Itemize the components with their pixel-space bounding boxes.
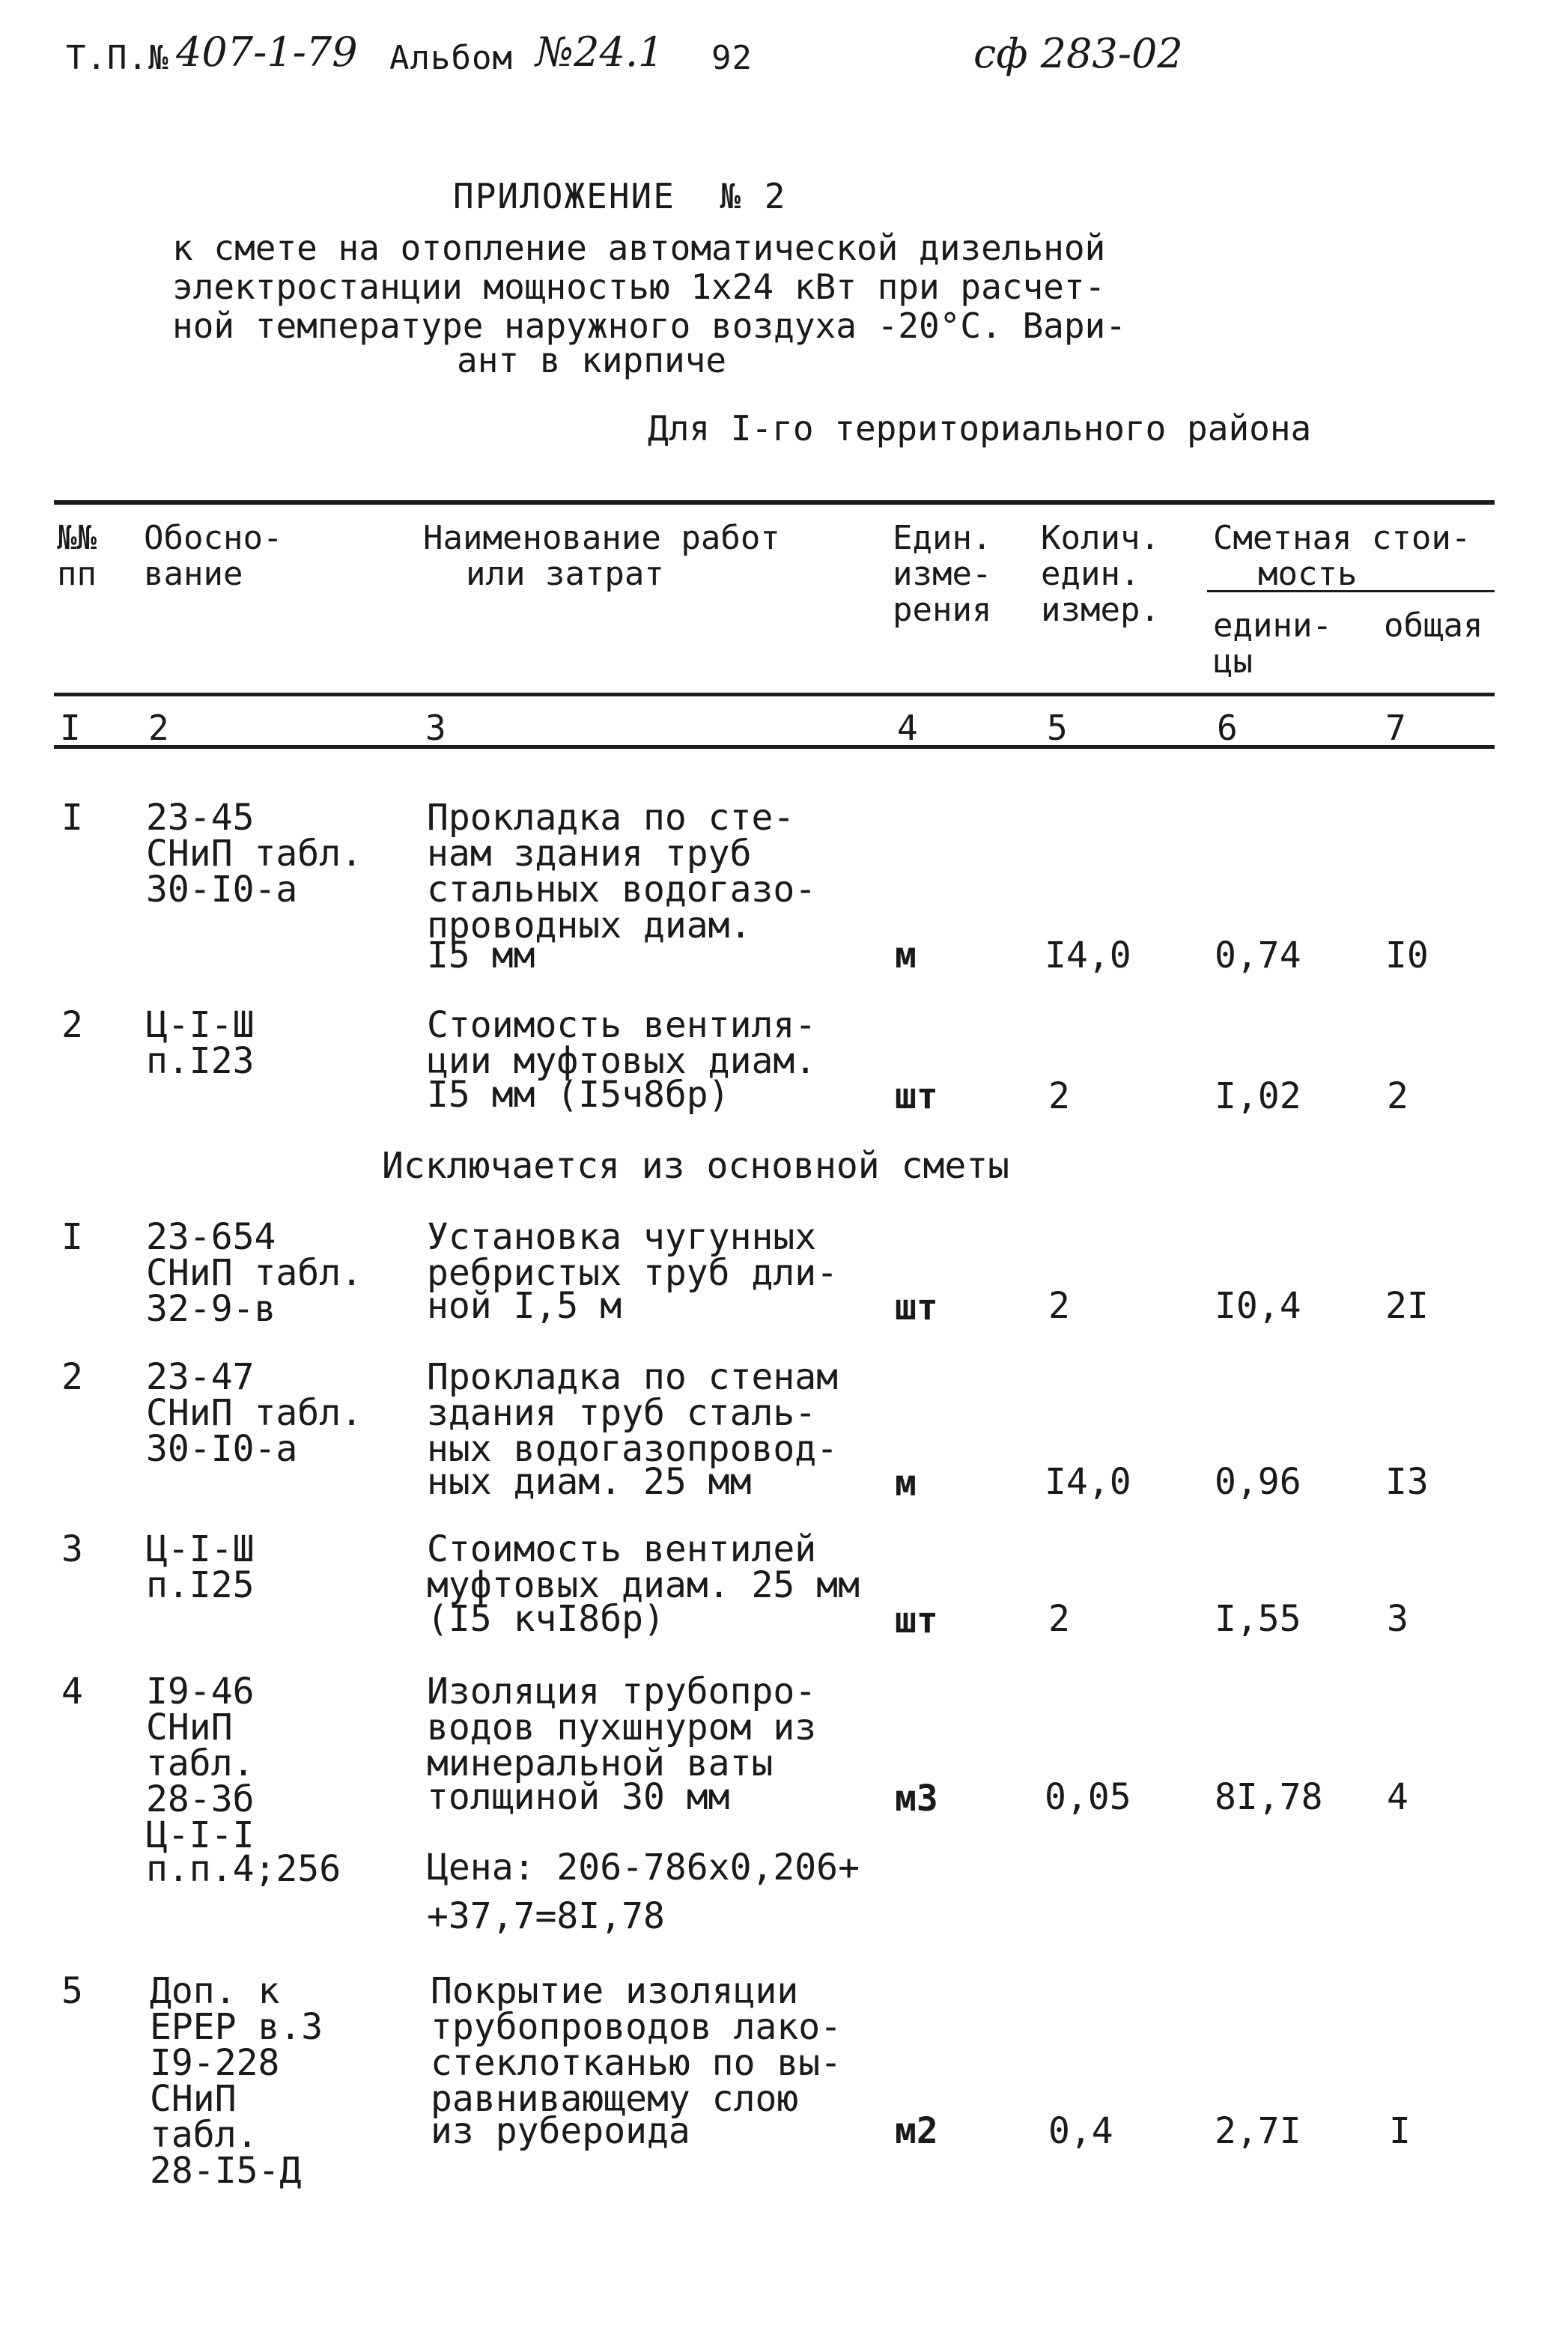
row-excl-4-name-3: минеральной ваты	[427, 1742, 774, 1784]
section-excluded-heading: Исключается из основной сметы	[382, 1145, 1010, 1187]
row-excl-4-basis-2: СНиП	[146, 1707, 233, 1748]
row-excl-4-unit: м3	[895, 1778, 938, 1820]
row-excl-5-basis-1: Доп. к	[150, 1970, 280, 2012]
row-excl-4-basis-4: 28-3б	[146, 1778, 255, 1820]
row-main-1-name-5: I5 мм	[427, 935, 535, 976]
column-number-6: 6	[1217, 708, 1238, 748]
row-excl-5-unit-cost: 2,7I	[1215, 2110, 1301, 2152]
column-number-rule	[54, 745, 1495, 749]
header-num-line2: пп	[57, 555, 97, 593]
row-main-2-total: 2	[1387, 1075, 1409, 1117]
row-main-1-unit: м	[895, 935, 917, 976]
doc-ref-typed: Т.П.№	[66, 39, 169, 77]
row-excl-3-basis-2: п.I25	[146, 1564, 255, 1606]
header-bottom-rule	[54, 693, 1495, 696]
row-main-2-qty: 2	[1048, 1075, 1070, 1117]
row-excl-4-basis-1: I9-46	[146, 1671, 255, 1713]
row-main-2-num: 2	[61, 1004, 83, 1046]
row-excl-4-unit-cost: 8I,78	[1215, 1776, 1323, 1818]
row-excl-5-basis-2: ЕРЕР в.3	[150, 2006, 323, 2048]
header-unit-line1: Един.	[893, 519, 992, 557]
row-excl-3-basis-1: Ц-I-Ш	[146, 1528, 255, 1570]
row-main-1-basis-3: 30-I0-а	[146, 869, 298, 911]
handwritten-code: сф 283-02	[973, 30, 1183, 77]
row-excl-5-total: I	[1389, 2110, 1411, 2152]
row-main-1-unit-cost: 0,74	[1215, 935, 1301, 976]
row-excl-4-price-note-1: Цена: 206-786х0,206+	[427, 1847, 860, 1888]
row-excl-1-basis-2: СНиП табл.	[146, 1252, 362, 1294]
row-excl-3-unit: шт	[895, 1599, 938, 1641]
row-excl-1-basis-3: 32-9-в	[146, 1288, 276, 1330]
row-excl-2-basis-3: 30-I0-а	[146, 1428, 298, 1470]
row-main-1-num: I	[61, 797, 83, 839]
subtitle-line-2: электростанции мощностью 1х24 кВт при расчет-	[172, 267, 1106, 307]
row-excl-2-unit: м	[895, 1462, 917, 1504]
row-excl-4-total: 4	[1387, 1776, 1409, 1818]
row-excl-2-total: I3	[1385, 1461, 1429, 1503]
album-label: Альбом	[389, 39, 513, 77]
row-main-1-name-4: проводных диам.	[427, 905, 752, 946]
subtitle-line-3: ной температуре наружного воздуха -20°С. Вари-	[172, 306, 1126, 346]
row-main-1-qty: I4,0	[1045, 935, 1131, 976]
row-excl-1-unit-cost: I0,4	[1215, 1285, 1301, 1327]
row-main-1-name-1: Прокладка по сте-	[427, 797, 795, 839]
header-num-line1: №№	[57, 519, 97, 557]
row-main-2-name-1: Стоимость вентиля-	[427, 1004, 817, 1046]
column-number-4: 4	[897, 708, 918, 748]
row-excl-3-name-2: муфтовых диам. 25 мм	[427, 1564, 860, 1606]
header-unitcost-line2: цы	[1213, 642, 1253, 681]
row-main-2-name-3: I5 мм (I5ч8бр)	[427, 1074, 730, 1116]
row-excl-4-basis-6: п.п.4;256	[146, 1848, 341, 1890]
row-excl-4-basis-5: Ц-I-I	[146, 1814, 255, 1856]
row-excl-3-name-3: (I5 кчI8бр)	[427, 1598, 665, 1640]
header-cost-line2: мость	[1258, 555, 1358, 593]
row-main-1-name-3: стальных водогазо-	[427, 869, 817, 911]
region-caption: Для I-го территориального района	[648, 408, 1312, 449]
row-excl-1-qty: 2	[1048, 1285, 1070, 1327]
row-excl-2-num: 2	[61, 1356, 83, 1398]
column-number-5: 5	[1047, 708, 1068, 748]
row-excl-5-qty: 0,4	[1048, 2110, 1113, 2152]
row-main-2-name-2: ции муфтовых диам.	[427, 1040, 817, 1082]
row-excl-4-name-1: Изоляция трубопро-	[427, 1671, 817, 1713]
header-name-line2: или затрат	[466, 555, 664, 593]
row-excl-2-name-3: ных водогазопровод-	[427, 1428, 839, 1470]
header-cost-line1: Сметная стои-	[1213, 519, 1471, 557]
subtitle-line-1: к смете на отопление автоматической дизельной	[172, 228, 1106, 268]
header-qty-line2: един.	[1041, 555, 1140, 593]
row-excl-5-unit: м2	[895, 2110, 938, 2152]
subtitle-line-4: ант в кирпиче	[457, 340, 727, 380]
row-excl-2-name-4: ных диам. 25 мм	[427, 1461, 752, 1503]
row-excl-1-name-1: Установка чугунных	[427, 1216, 817, 1258]
column-number-3: 3	[425, 708, 446, 748]
row-excl-1-unit: шт	[895, 1286, 938, 1328]
row-excl-2-unit-cost: 0,96	[1215, 1461, 1301, 1503]
row-excl-1-name-2: ребристых труб дли-	[427, 1252, 839, 1294]
row-excl-5-name-2: трубопроводов лако-	[431, 2006, 842, 2048]
row-excl-5-name-1: Покрытие изоляции	[431, 1970, 799, 2012]
row-excl-5-basis-4: СНиП	[150, 2078, 237, 2120]
row-main-2-unit-cost: I,02	[1215, 1075, 1301, 1117]
album-handwritten-number: №24.1	[535, 28, 664, 76]
row-excl-1-name-3: ной I,5 м	[427, 1285, 622, 1327]
row-excl-2-basis-2: СНиП табл.	[146, 1392, 362, 1434]
row-excl-4-basis-3: табл.	[146, 1742, 255, 1784]
row-excl-4-price-note-2: +37,7=8I,78	[427, 1895, 665, 1937]
row-excl-2-basis-1: 23-47	[146, 1356, 255, 1398]
row-main-2-basis-1: Ц-I-Ш	[146, 1004, 255, 1046]
row-main-1-total: I0	[1385, 935, 1429, 976]
header-basis-line1: Обосно-	[144, 519, 283, 557]
row-excl-3-unit-cost: I,55	[1215, 1598, 1301, 1640]
column-number-2: 2	[148, 708, 169, 748]
album-year: 92	[711, 39, 753, 77]
row-excl-4-name-2: водов пухшнуром из	[427, 1707, 817, 1748]
row-excl-5-name-4: равнивающему слою	[431, 2078, 799, 2120]
row-excl-1-total: 2I	[1385, 1285, 1429, 1327]
row-excl-4-num: 4	[61, 1671, 83, 1713]
row-main-2-unit: шт	[895, 1075, 938, 1117]
row-excl-5-basis-6: 28-I5-Д	[150, 2150, 302, 2192]
row-excl-4-qty: 0,05	[1045, 1776, 1131, 1818]
row-main-2-basis-2: п.I23	[146, 1040, 255, 1082]
table-top-rule	[54, 500, 1495, 505]
appendix-title: ПРИЛОЖЕНИЕ № 2	[453, 176, 787, 216]
row-main-1-name-2: нам здания труб	[427, 833, 752, 875]
row-excl-5-basis-5: табл.	[150, 2114, 258, 2156]
column-number-7: 7	[1385, 708, 1406, 748]
row-excl-5-name-5: из рубероида	[431, 2110, 690, 2152]
row-main-1-basis-2: СНиП табл.	[146, 833, 362, 875]
row-excl-5-num: 5	[61, 1970, 83, 2012]
row-main-1-basis-1: 23-45	[146, 797, 255, 839]
header-unit-line3: рения	[893, 591, 992, 629]
doc-ref-handwritten-project: 407-1-79	[176, 28, 358, 76]
row-excl-5-basis-3: I9-228	[150, 2042, 280, 2084]
row-excl-2-name-2: здания труб сталь-	[427, 1392, 817, 1434]
row-excl-3-qty: 2	[1048, 1598, 1070, 1640]
header-unitcost-line1: едини-	[1213, 607, 1332, 645]
row-excl-2-qty: I4,0	[1045, 1461, 1131, 1503]
row-excl-1-basis-1: 23-654	[146, 1216, 276, 1258]
row-excl-3-total: 3	[1387, 1598, 1409, 1640]
header-qty-line1: Колич.	[1041, 519, 1160, 557]
row-excl-3-name-1: Стоимость вентилей	[427, 1528, 817, 1570]
header-qty-line3: измер.	[1041, 591, 1160, 629]
row-excl-2-name-1: Прокладка по стенам	[427, 1356, 839, 1398]
row-excl-4-name-4: толщиной 30 мм	[427, 1776, 730, 1818]
column-number-1: I	[60, 708, 81, 748]
header-unit-line2: изме-	[893, 555, 992, 593]
header-total: общая	[1384, 607, 1483, 645]
row-excl-1-num: I	[61, 1216, 83, 1258]
header-basis-line2: вание	[144, 555, 243, 593]
row-excl-5-name-3: стеклотканью по вы-	[431, 2042, 842, 2084]
header-name-line1: Наименование работ	[423, 519, 780, 557]
row-excl-3-num: 3	[61, 1528, 83, 1570]
